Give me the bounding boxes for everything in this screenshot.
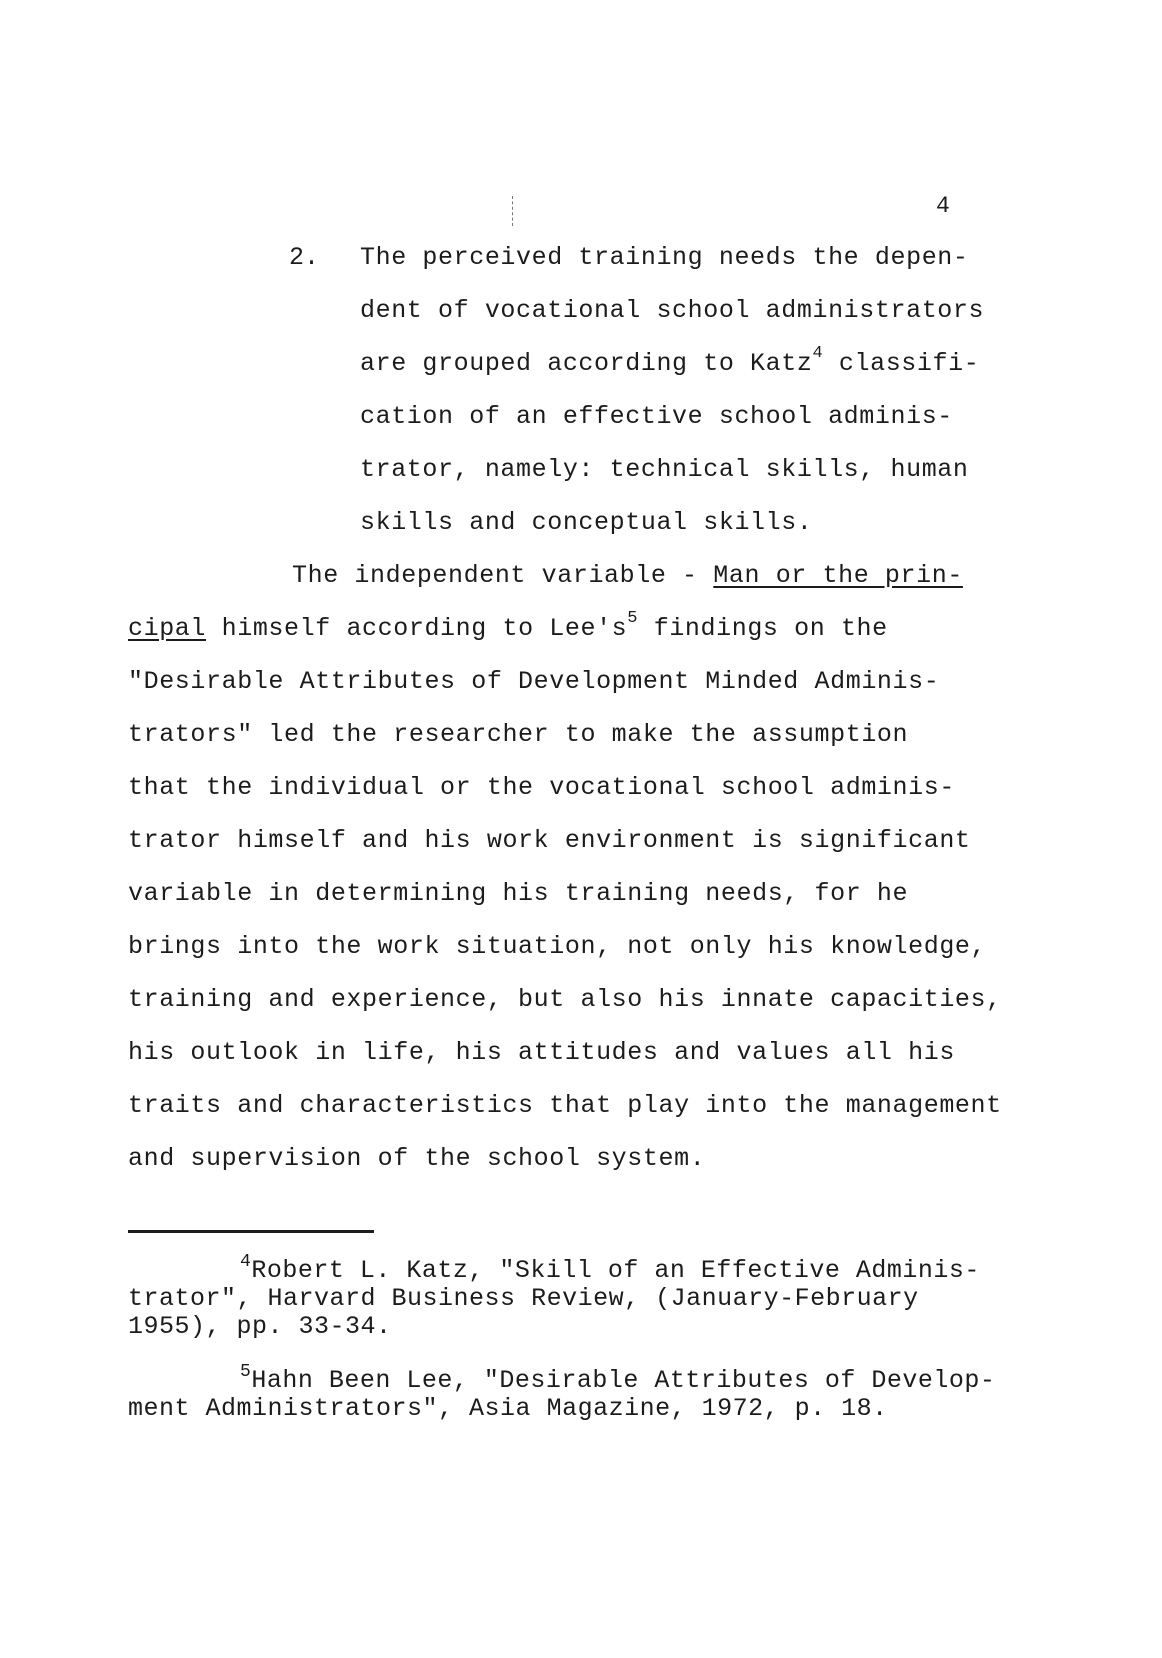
footnote-separator — [128, 1230, 374, 1233]
paragraph-line: training and experience, but also his innate capacities, — [128, 985, 1002, 1014]
footnote-text: Robert L. Katz, "Skill of an Effective Adminis- — [251, 1256, 980, 1285]
footnote-line: 1955), pp. 33-34. — [128, 1312, 392, 1341]
paragraph-line: variable in determining his training needs, for he — [128, 879, 909, 908]
list-item-line: dent of vocational school administrators — [360, 296, 985, 325]
footnote-mark: 5 — [240, 1362, 252, 1382]
footnote-ref-4: 4 — [812, 344, 824, 363]
footnote-line — [240, 1362, 996, 1395]
paragraph-line: and supervision of the school system. — [128, 1144, 706, 1173]
list-item-line: The perceived training needs the depen- — [360, 243, 969, 272]
footnote-line: ment Administrators", Asia Magazine, 1972, p. 18. — [128, 1394, 888, 1423]
list-item-number: 2. — [289, 243, 320, 272]
list-item-line — [360, 344, 980, 378]
list-item-line: cation of an effective school adminis- — [360, 402, 953, 431]
underlined-text: Man or the prin- — [713, 561, 963, 590]
footnote-text: Hahn Been Lee, "Desirable Attributes of Develop- — [251, 1366, 996, 1395]
paragraph-line — [292, 561, 963, 590]
paragraph-text: findings on the — [638, 614, 888, 643]
paragraph-line: that the individual or the vocational school adminis- — [128, 773, 955, 802]
list-item-line: skills and conceptual skills. — [360, 508, 813, 537]
footnote-line: trator", Harvard Business Review, (January-February — [128, 1284, 919, 1313]
paragraph-line: "Desirable Attributes of Development Minded Adminis- — [128, 667, 940, 696]
page-number: 4 — [936, 193, 950, 219]
paragraph-line — [128, 609, 888, 643]
paragraph-line: brings into the work situation, not only his knowledge, — [128, 932, 987, 961]
footnote-line — [240, 1252, 980, 1285]
list-item-text: are grouped according to Katz — [360, 349, 813, 378]
paragraph-line: his outlook in life, his attitudes and values all his — [128, 1038, 955, 1067]
footnote-mark: 4 — [240, 1252, 252, 1272]
margin-mark — [512, 196, 514, 226]
list-item-text: classifi- — [823, 349, 980, 378]
paragraph-line: trators" led the researcher to make the assumption — [128, 720, 909, 749]
paragraph-line: traits and characteristics that play into the management — [128, 1091, 1002, 1120]
underlined-text: cipal — [128, 614, 207, 643]
paragraph-text: The independent variable - — [292, 561, 714, 590]
paragraph-line: trator himself and his work environment is significant — [128, 826, 971, 855]
list-item-line: trator, namely: technical skills, human — [360, 455, 969, 484]
paragraph-text: himself according to Lee's — [206, 614, 628, 643]
footnote-ref-5: 5 — [627, 609, 639, 628]
